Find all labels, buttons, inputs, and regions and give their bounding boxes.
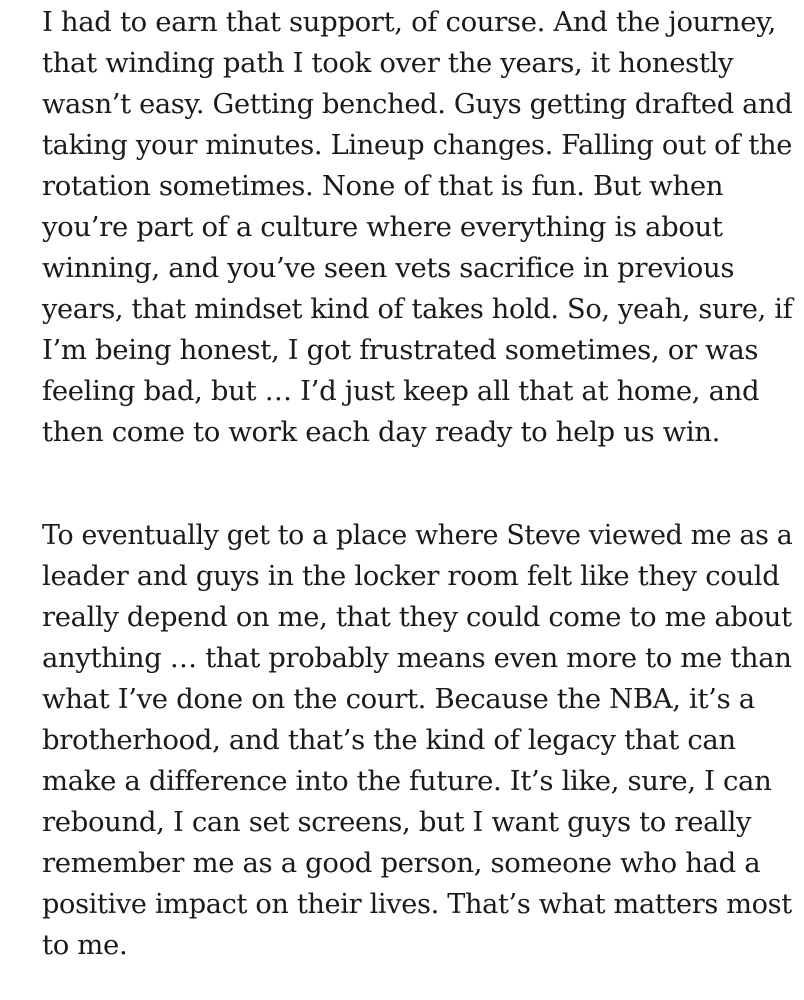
paragraph-line: To eventually get to a place where Steve viewed me as a bbox=[42, 519, 793, 551]
paragraph-line: winning, and you’ve seen vets sacrifice in previous bbox=[42, 252, 735, 284]
paragraph-line: years, that mindset kind of takes hold. So, yeah, sure, if bbox=[42, 293, 793, 325]
paragraph-line: remember me as a good person, someone who had a bbox=[42, 847, 761, 879]
paragraph-line: make a difference into the future. It’s like, sure, I can bbox=[42, 765, 772, 797]
paragraph-line: positive impact on their lives. That’s what matters most bbox=[42, 888, 792, 920]
paragraph-line: I’m being honest, I got frustrated sometimes, or was bbox=[42, 334, 759, 366]
paragraph-line: brotherhood, and that’s the kind of legacy that can bbox=[42, 724, 736, 756]
paragraph-line: anything … that probably means even more to me than bbox=[42, 642, 792, 674]
paragraph-line: that winding path I took over the years, it honestly bbox=[42, 47, 734, 79]
paragraph-line: wasn’t easy. Getting benched. Guys getting drafted and bbox=[42, 88, 793, 120]
paragraph-line: I had to earn that support, of course. And the journey, bbox=[42, 6, 777, 38]
paragraph-line: then come to work each day ready to help us win. bbox=[42, 416, 721, 448]
paragraph-line: rotation sometimes. None of that is fun. But when bbox=[42, 170, 724, 202]
paragraph-line: what I’ve done on the court. Because the NBA, it’s a bbox=[42, 683, 755, 715]
paragraph-line: taking your minutes. Lineup changes. Falling out of the bbox=[42, 129, 793, 161]
paragraph-line: you’re part of a culture where everything is about bbox=[42, 211, 723, 243]
paragraph-line: feeling bad, but … I’d just keep all that at home, and bbox=[42, 375, 760, 407]
paragraph-line: rebound, I can set screens, but I want guys to really bbox=[42, 806, 752, 838]
paragraph-line: really depend on me, that they could come to me about bbox=[42, 601, 792, 633]
paragraph-line: leader and guys in the locker room felt like they could bbox=[42, 560, 780, 592]
paragraph-line: to me. bbox=[42, 929, 128, 961]
